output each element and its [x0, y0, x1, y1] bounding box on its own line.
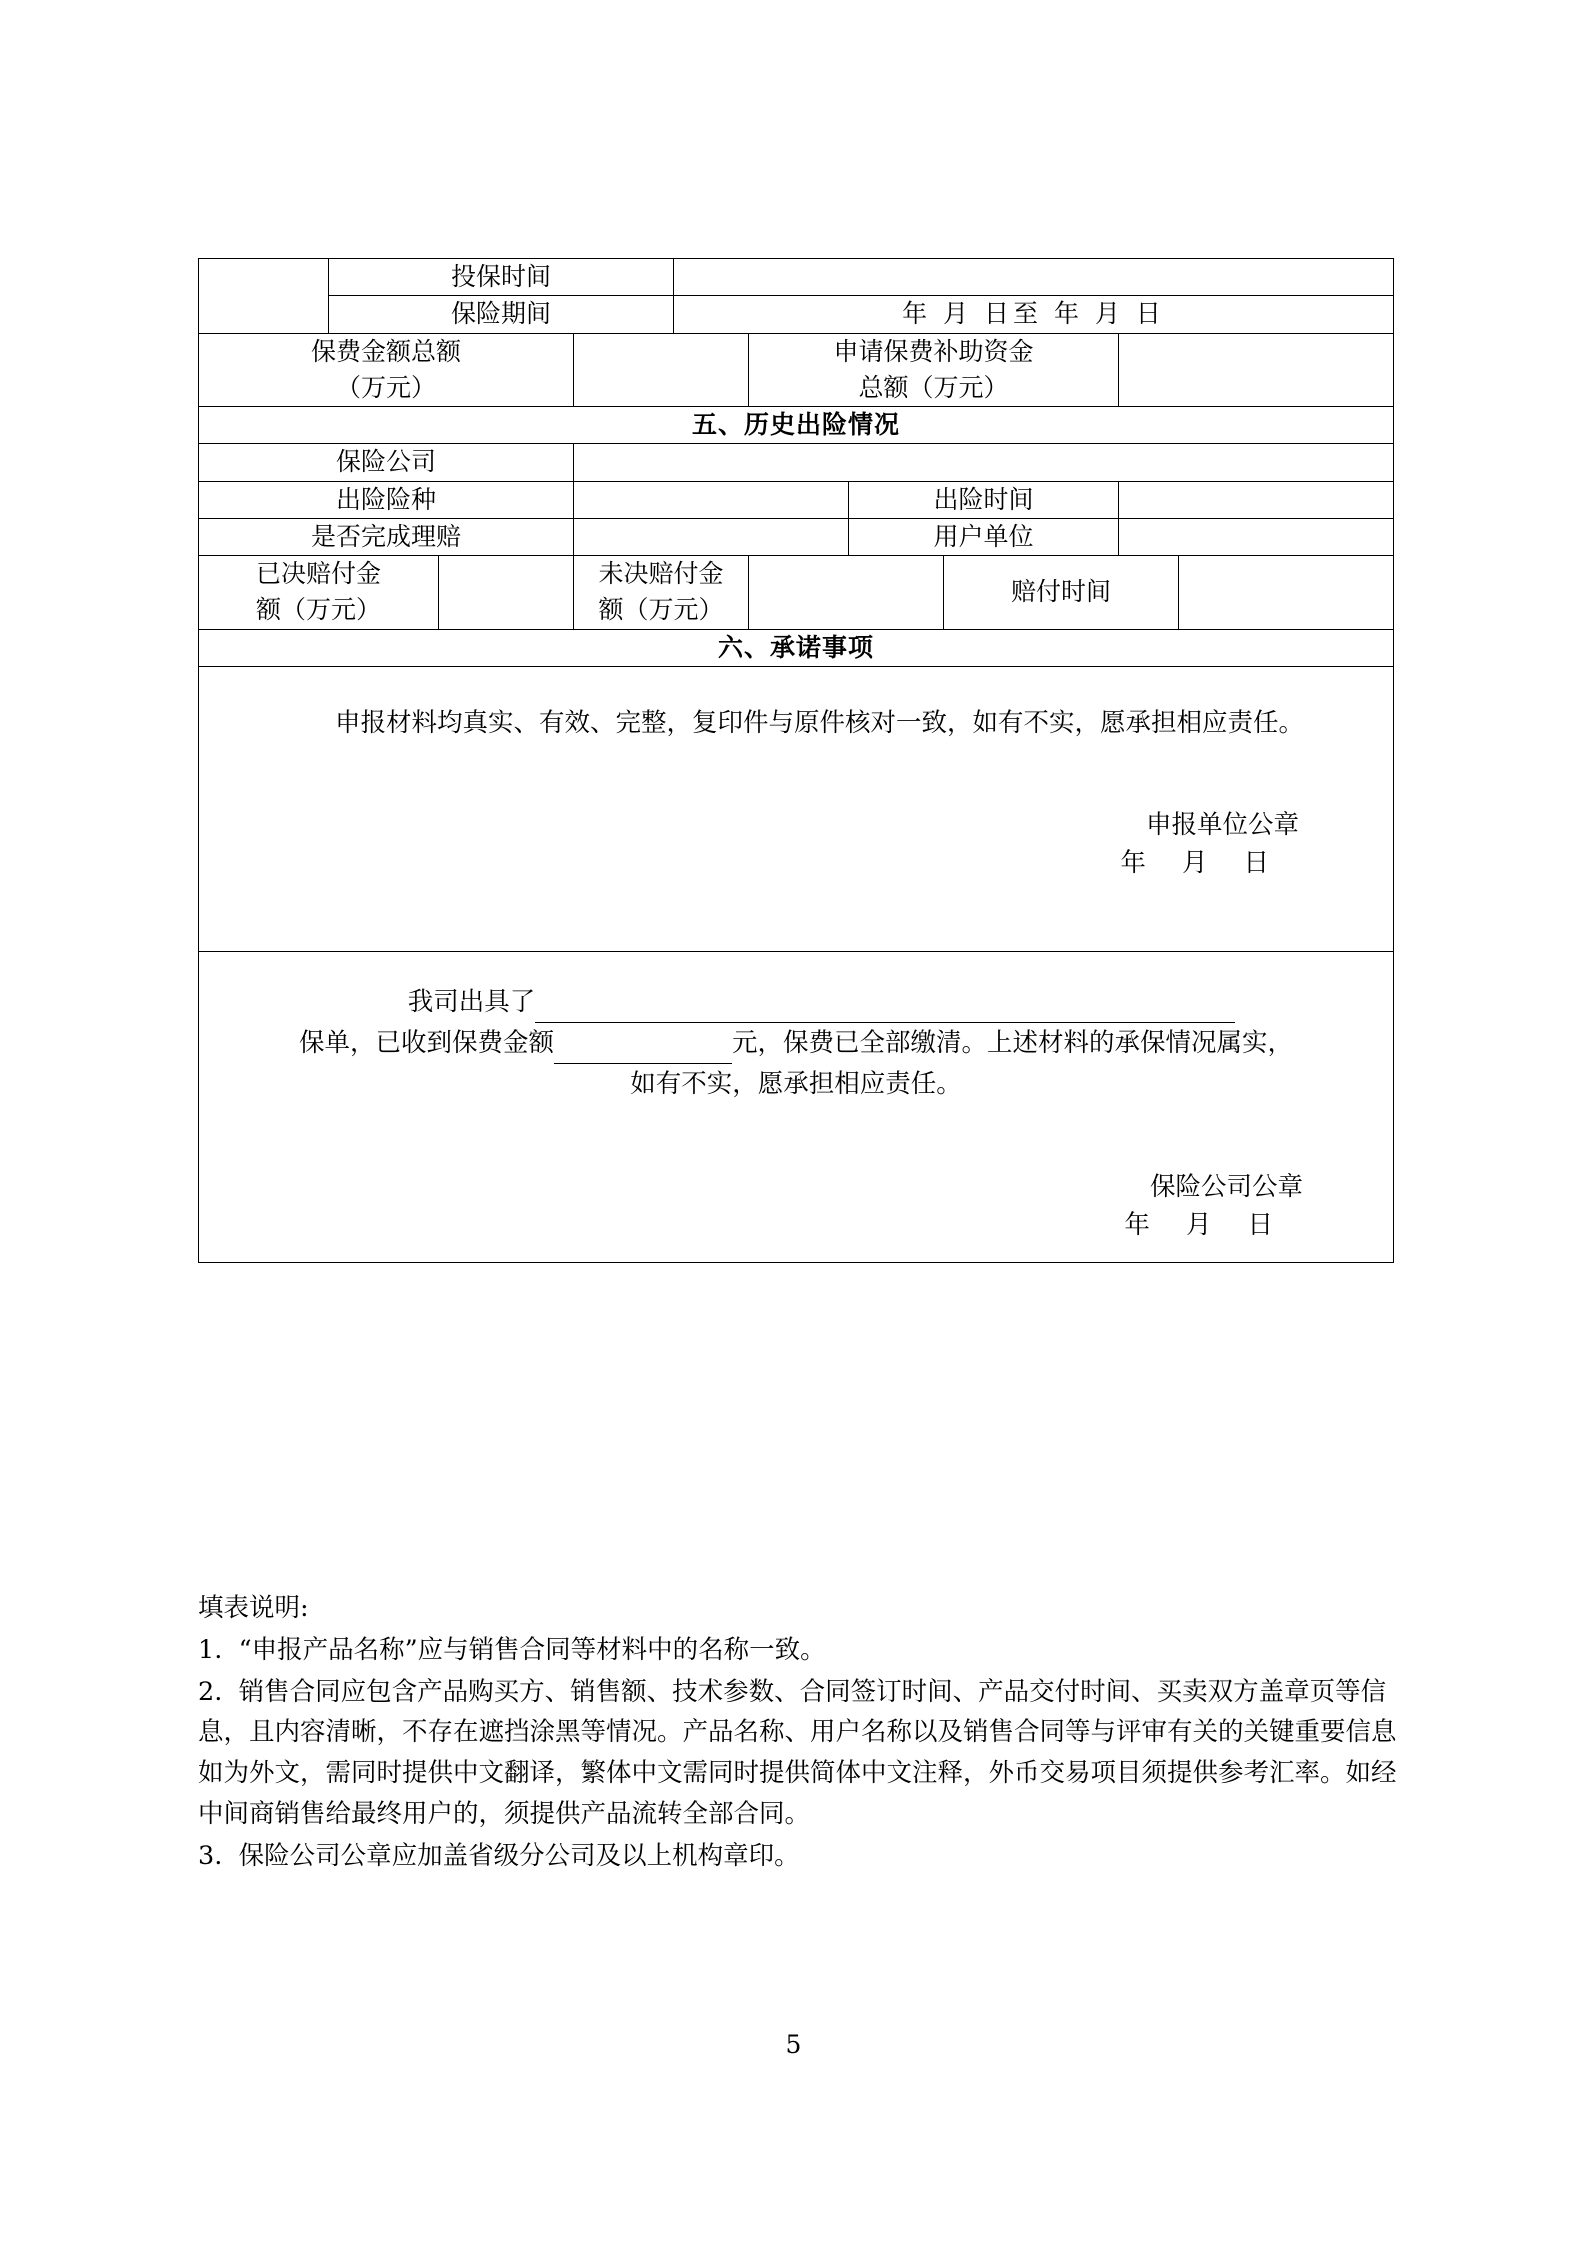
- label-claim-type: 出险险种: [199, 481, 574, 518]
- value-insurer[interactable]: [574, 444, 1394, 481]
- label-premium-total-line1: 保费金额总额: [310, 336, 461, 366]
- table-row: [199, 481, 1394, 518]
- label-subsidy-total: [749, 333, 1119, 407]
- insurer-seal-label: 保险公司公章: [1150, 1171, 1304, 1202]
- cell-insurer-statement: [199, 951, 1394, 1262]
- instruction-item-2: [198, 1672, 1398, 1835]
- applicant-date-label: 年 月 日: [1120, 848, 1284, 879]
- value-subsidy-total[interactable]: [1119, 333, 1394, 407]
- applicant-seal-label: 申报单位公章: [1146, 810, 1300, 841]
- value-claim-settled[interactable]: [574, 518, 849, 555]
- value-claim-type[interactable]: [574, 481, 849, 518]
- value-pay-time[interactable]: [1179, 556, 1394, 630]
- value-paid-amount[interactable]: [439, 556, 574, 630]
- value-premium-total[interactable]: [574, 333, 749, 407]
- insurer-statement-text-c: 元，保费已全部缴清。上述材料的承保情况属实，: [732, 1028, 1294, 1059]
- label-claim-time: 出险时间: [849, 481, 1119, 518]
- section-title-commitments: 六、承诺事项: [199, 629, 1394, 666]
- instruction-1-text: “申报产品名称”应与销售合同等材料中的名称一致。: [238, 1634, 826, 1665]
- label-premium-total: [199, 333, 574, 407]
- label-paid-amount-line1: 已决赔付金: [255, 559, 381, 588]
- value-claim-time[interactable]: [1119, 481, 1394, 518]
- applicant-commitment-block: [199, 667, 1393, 951]
- label-unpaid-amount: [574, 556, 749, 630]
- insurer-statement-line3: 如有不实，愿承担相应责任。: [630, 1069, 962, 1100]
- insurer-statement-text-b: 保单，已收到保费金额: [299, 1028, 555, 1059]
- table-row-section-header: [199, 629, 1394, 666]
- instruction-2-number: 2.: [198, 1676, 223, 1707]
- insurer-statement-text-a: 我司出具了: [407, 986, 536, 1017]
- label-policy-period: 保险期间: [329, 296, 674, 333]
- insurer-date-label: 年 月 日: [1124, 1209, 1288, 1240]
- form-table-container: [198, 258, 1393, 1263]
- applicant-signature-block: [233, 806, 1355, 883]
- label-paid-amount: [199, 556, 439, 630]
- table-row: [199, 951, 1394, 1262]
- instruction-2-text: 销售合同应包含产品购买方、销售额、技术参数、合同签订时间、产品交付时间、买卖双方盖章页等信息，且内容清晰，不存在遮挡涂黑等情况。产品名称、用户名称以及销售合同等与评审有关的关键重要信息如为外文，需同时提供中文翻译，繁体中文需同时提供简体中文注释，外币交易项目须提供参考汇率。如经中间商销售给最终用户的，须提供产品流转全部合同。: [198, 1676, 1397, 1829]
- value-user-unit[interactable]: [1119, 518, 1394, 555]
- table-row: [199, 296, 1394, 333]
- form-instructions: [198, 1588, 1398, 1878]
- page-number: 5: [785, 2030, 802, 2059]
- table-row: [199, 333, 1394, 407]
- instruction-3-number: 3.: [198, 1840, 223, 1871]
- table-row: [199, 556, 1394, 630]
- label-user-unit: 用户单位: [849, 518, 1119, 555]
- label-premium-total-line2: （万元）: [335, 372, 436, 402]
- label-pay-time: 赔付时间: [944, 556, 1179, 630]
- instruction-item-1: [198, 1630, 1398, 1671]
- label-insure-time: 投保时间: [329, 259, 674, 296]
- insurer-statement-line2: [233, 1023, 1359, 1064]
- insurer-statement-block: [199, 952, 1393, 1262]
- instructions-title: 填表说明:: [198, 1593, 309, 1623]
- label-subsidy-total-line1: 申请保费补助资金: [833, 336, 1034, 366]
- value-policy-period[interactable]: 年 月 日至 年 月 日: [674, 296, 1394, 333]
- policy-name-blank-field[interactable]: [535, 996, 1235, 1023]
- table-row: [199, 259, 1394, 296]
- instruction-1-number: 1.: [198, 1634, 223, 1665]
- table-row-section-header: [199, 407, 1394, 444]
- cell-empty-left: [199, 259, 329, 334]
- label-subsidy-total-line2: 总额（万元）: [858, 372, 1009, 402]
- table-row: [199, 518, 1394, 555]
- section-title-history-claims: 五、历史出险情况: [199, 407, 1394, 444]
- insurer-signature-block: [233, 1168, 1359, 1245]
- label-paid-amount-line2: 额（万元）: [255, 595, 381, 625]
- insurer-statement-line1: [233, 982, 1359, 1023]
- instruction-item-3: [198, 1836, 1398, 1877]
- label-unpaid-amount-line2: 额（万元）: [598, 595, 724, 625]
- value-insure-time[interactable]: [674, 259, 1394, 296]
- table-row: [199, 666, 1394, 951]
- application-form-table: [198, 258, 1394, 1263]
- cell-applicant-commitment: [199, 666, 1394, 951]
- label-claim-settled: 是否完成理赔: [199, 518, 574, 555]
- value-unpaid-amount[interactable]: [749, 556, 944, 630]
- table-row: [199, 444, 1394, 481]
- label-unpaid-amount-line1: 未决赔付金: [598, 559, 724, 588]
- premium-amount-blank-field[interactable]: [554, 1037, 732, 1064]
- applicant-commitment-text: 申报材料均真实、有效、完整，复印件与原件核对一致，如有不实，愿承担相应责任。: [335, 707, 1305, 738]
- instruction-3-text: 保险公司公章应加盖省级分公司及以上机构章印。: [238, 1840, 800, 1871]
- label-insurer: 保险公司: [199, 444, 574, 481]
